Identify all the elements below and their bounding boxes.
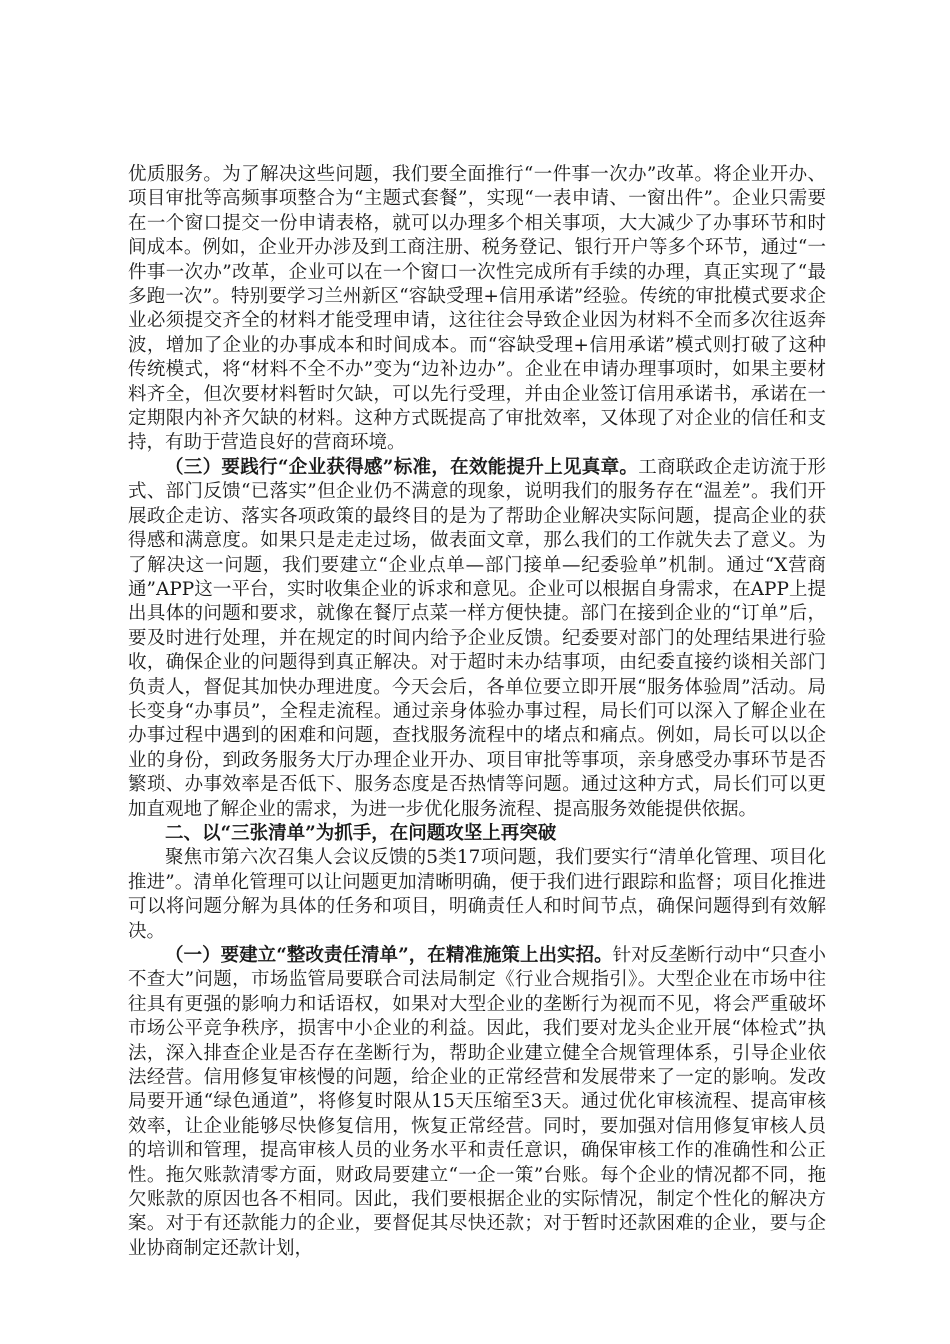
paragraph-continuation: 优质服务。为了解决这些问题，我们要全面推行“一件事一次办”改革。将企业开办、项目审批等高频事项整合为“主题式套餐”，实现“一表申请、一窗出件”。企业只需要在一个窗口提交一份申请表格，就可以办理多个相关事项，大大减少了办事环节和时间成本。例如，企业开办涉及到工商注册、税务登记、银行开户等多个环节，通过“一件事一次办”改革，企业可以在一个窗口一次性完成所有手续的办理，真正实现了“最多跑一次”。特别要学习兰州新区“容缺受理+信用承诺”经验。传统的审批模式要求企业必须提交齐全的材料才能受理申请，这往往会导致企业因为材料不全而多次往返奔波，增加了企业的办事成本和时间成本。而“容缺受理+信用承诺”模式则打破了这种传统模式，将“材料不全不办”变为“边补边办”。企业在申请办理事项时，如果主要材料齐全，但次要材料暂时欠缺，可以先行受理，并由企业签订信用承诺书，承诺在一定期限内补齐欠缺的材料。这种方式既提高了审批效率，又体现了对企业的信任和支持，有助于营造良好的营商环境。	[128, 164, 826, 454]
section-1-body: 针对反垄断行动中“只查小不查大”问题，市场监管局要联合司法局制定《行业合规指引》。大型企业在市场中往往具有更强的影响力和话语权，如果对大型企业的垄断行为视而不见，将会严重破坏市场公平竞争秩序，损害中小企业的利益。因此，我们要对龙头企业开展“体检式”执法，深入排查企业是否存在垄断行为，帮助企业建立健全合规管理体系，引导企业依法经营。信用修复审核慢的问题，给企业的正常经营和发展带来了一定的影响。发改局要开通“绿色通道”，将修复时限从15天压缩至3天。通过优化审核流程、提高审核效率，让企业能够尽快修复信用，恢复正常经营。同时，要加强对信用修复审核人员的培训和管理，提高审核人员的业务水平和责任意识，确保审核工作的准确性和公正性。拖欠账款清零方面，财政局要建立“一企一策”台账。每个企业的情况都不同，拖欠账款的原因也各不相同。因此，我们要根据企业的实际情况，制定个性化的解决方案。对于有还款能力的企业，要督促其尽快还款；对于暂时还款困难的企业，要与企业协商制定还款计划，	[128, 945, 826, 1259]
section-3-body: 工商联政企走访流于形式、部门反馈“已落实”但企业仍不满意的现象，说明我们的服务存在“温差”。我们开展政企走访、落实各项政策的最终目的是为了帮助企业解决实际问题，提高企业的获得感和满意度。如果只是走走过场，做表面文章，那么我们的工作就失去了意义。为了解决这一问题，我们要建立“企业点单—部门接单—纪委验单”机制。通过“X营商通”APP这一平台，实时收集企业的诉求和意见。企业可以根据自身需求，在APP上提出具体的问题和要求，就像在餐厅点菜一样方便快捷。部门在接到企业的“订单”后，要及时进行处理，并在规定的时间内给予企业反馈。纪委要对部门的处理结果进行验收，确保企业的问题得到真正解决。对于超时未办结事项，由纪委直接约谈相关部门负责人，督促其加快办理进度。今天会后，各单位要立即开展“服务体验周”活动。局长变身“办事员”，全程走流程。通过亲身体验办事过程，局长们可以深入了解企业在办事过程中遇到的困难和问题，查找服务流程中的堵点和痛点。例如，局长可以以企业的身份，到政务服务大厅办理企业开办、项目审批等事项，亲身感受办事环节是否繁琐、办事效率是否低下、服务态度是否热情等问题。通过这种方式，局长们可以更加直观地了解企业的需求，为进一步优化服务流程、提高服务效能提供依据。	[128, 456, 826, 820]
section-1-paragraph	[128, 944, 826, 1261]
section-3-heading: （三）要践行“企业获得感”标准，在效能提升上见真章。	[165, 456, 639, 478]
document-page	[128, 163, 826, 1261]
part-2-intro: 聚焦市第六次召集人会议反馈的5类17项问题，我们要实行“清单化管理、项目化推进”。清单化管理可以让问题更加清晰明确，便于我们进行跟踪和监督；项目化推进可以将问题分解为具体的任务和项目，明确责任人和时间节点，确保问题得到有效解决。	[128, 847, 826, 942]
section-1-heading: （一）要建立“整改责任清单”，在精准施策上出实招。	[165, 945, 613, 966]
part-2-heading: 二、以“三张清单”为抓手，在问题攻坚上再突破	[165, 822, 557, 844]
section-3-paragraph	[128, 456, 826, 822]
